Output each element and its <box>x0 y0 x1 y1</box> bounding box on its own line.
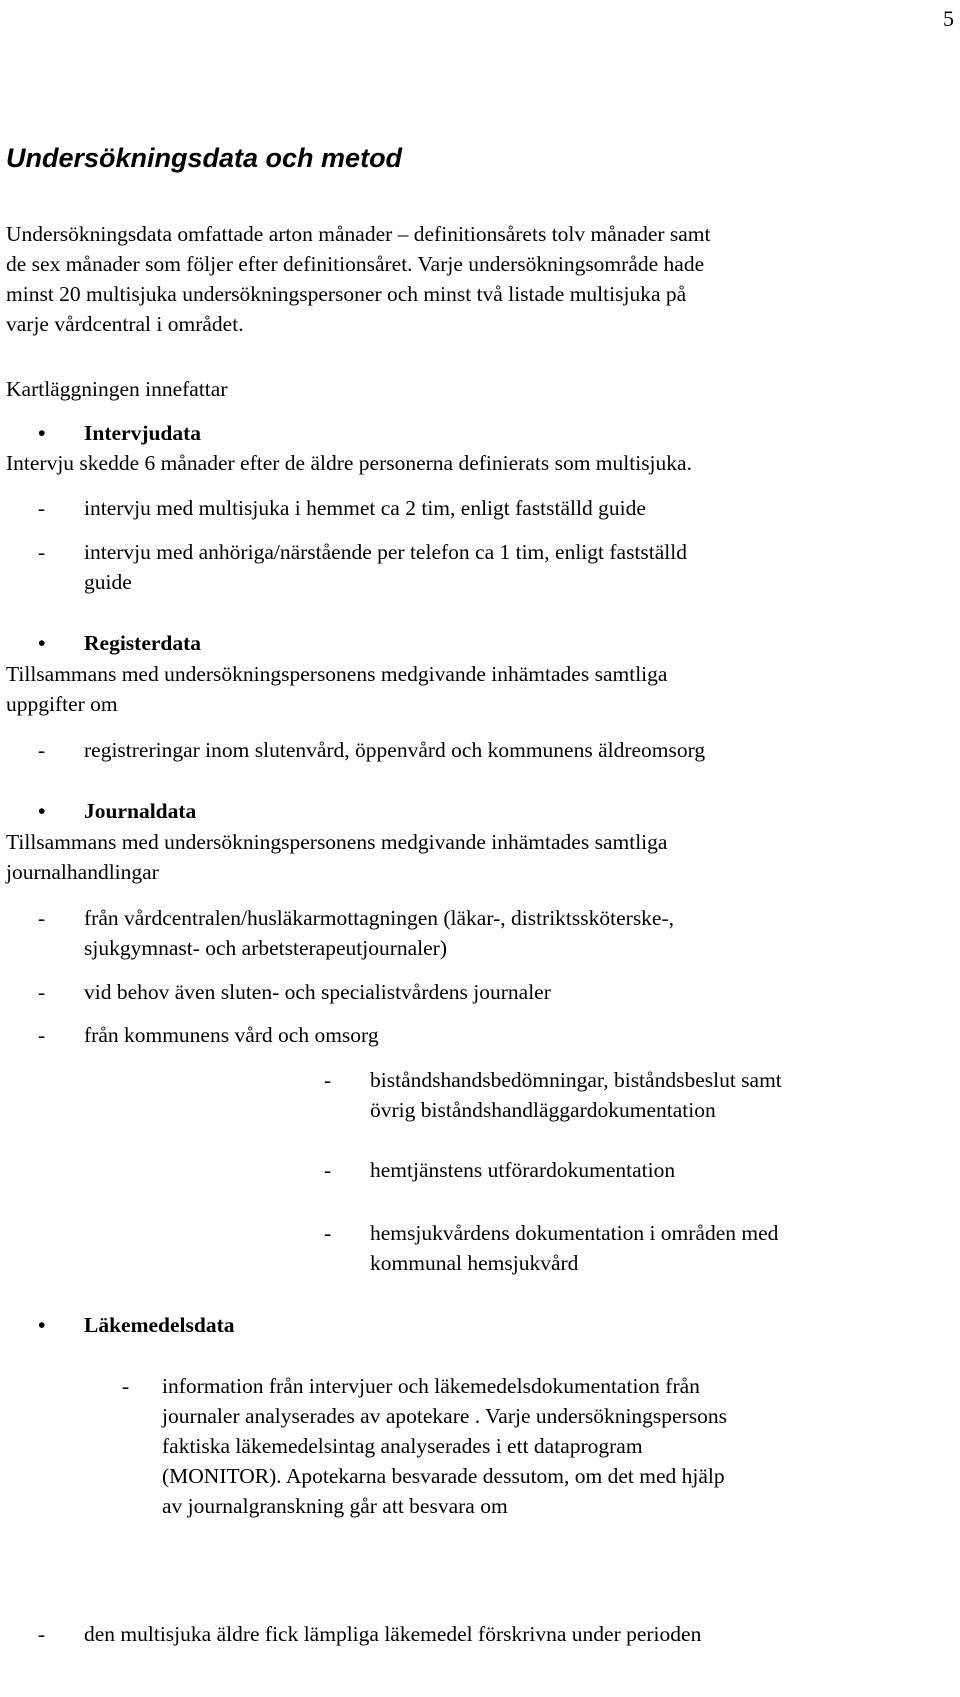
section-title-medication: Läkemedelsdata <box>84 1313 235 1337</box>
list-item-text: intervju med multisjuka i hemmet ca 2 tim, enligt fastställd guide <box>84 496 646 520</box>
sub-list-item-text: hemsjukvårdens dokumentation i områden med kommunal hemsjukvård <box>370 1221 779 1275</box>
intro-paragraph <box>6 219 901 339</box>
bullet-icon: • <box>38 421 46 445</box>
intro-line: Undersökningsdata omfattade arton månader – definitionsårets tolv månader samt <box>6 222 711 246</box>
dash-icon: - <box>38 496 46 520</box>
survey-intro: Kartläggningen innefattar <box>6 377 228 401</box>
bullet-register <box>38 628 201 658</box>
page-number: 5 <box>943 6 954 31</box>
dash-icon: - <box>38 980 46 1004</box>
bullet-journal <box>38 796 196 826</box>
dash-icon: - <box>38 738 46 762</box>
bullet-icon: • <box>38 1313 46 1337</box>
intro-line: minst 20 multisjuka undersökningspersoner och minst två listade multisjuka på <box>6 282 687 306</box>
list-item-text: från kommunens vård och omsorg <box>84 1023 379 1047</box>
interview-text: Intervju skedde 6 månader efter de äldre personerna definierats som multisjuka. <box>6 451 692 475</box>
journal-text: Tillsammans med undersökningspersonens medgivande inhämtades samtliga journalhandlingar <box>6 830 668 884</box>
bullet-icon: • <box>38 799 46 823</box>
dash-icon: - <box>38 906 46 930</box>
sub-list-item-text: biståndshandsbedömningar, biståndsbeslut samt övrig biståndshandläggardokumentation <box>370 1068 782 1122</box>
sub-list-item-text: hemtjänstens utförardokumentation <box>370 1158 676 1182</box>
bullet-medication <box>38 1310 235 1340</box>
dash-icon: - <box>324 1068 332 1092</box>
section-title-journal: Journaldata <box>84 799 197 823</box>
list-item-text: den multisjuka äldre fick lämpliga läkemedel förskrivna under perioden <box>84 1622 702 1646</box>
intro-line: de sex månader som följer efter definitionsåret. Varje undersökningsområde hade <box>6 252 705 276</box>
bullet-interview <box>38 418 201 448</box>
dash-icon: - <box>122 1374 130 1398</box>
section-title-register: Registerdata <box>84 631 202 655</box>
list-item-text: vid behov även sluten- och specialistvårdens journaler <box>84 980 551 1004</box>
bullet-icon: • <box>38 631 46 655</box>
intro-line: varje vårdcentral i området. <box>6 312 244 336</box>
list-item-text: från vårdcentralen/husläkarmottagningen (läkar-, distriktssköterske-, sjukgymnast- och arbetsterapeutjournaler) <box>84 906 675 960</box>
dash-icon: - <box>324 1158 332 1182</box>
dash-icon: - <box>324 1221 332 1245</box>
list-item-text: registreringar inom slutenvård, öppenvård och kommunens äldreomsorg <box>84 738 706 762</box>
dash-icon: - <box>38 1622 46 1646</box>
dash-icon: - <box>38 540 46 564</box>
register-text: Tillsammans med undersökningspersonens medgivande inhämtades samtliga uppgifter om <box>6 662 668 716</box>
section-title-interview: Intervjudata <box>84 421 202 445</box>
list-item-text: intervju med anhöriga/närstående per telefon ca 1 tim, enligt fastställd guide <box>84 540 687 594</box>
list-item-text: information från intervjuer och läkemedelsdokumentation från journaler analyserades av apotekare . Varje undersökningspersons faktiska läkemedelsintag analyserades i ett dataprogram (MONITOR). Apotekarna besvarade dessutom, om det med hjälp av journalgranskning går att besvara om <box>162 1374 727 1518</box>
dash-icon: - <box>38 1023 46 1047</box>
page-title: Undersökningsdata och metod <box>6 143 403 173</box>
